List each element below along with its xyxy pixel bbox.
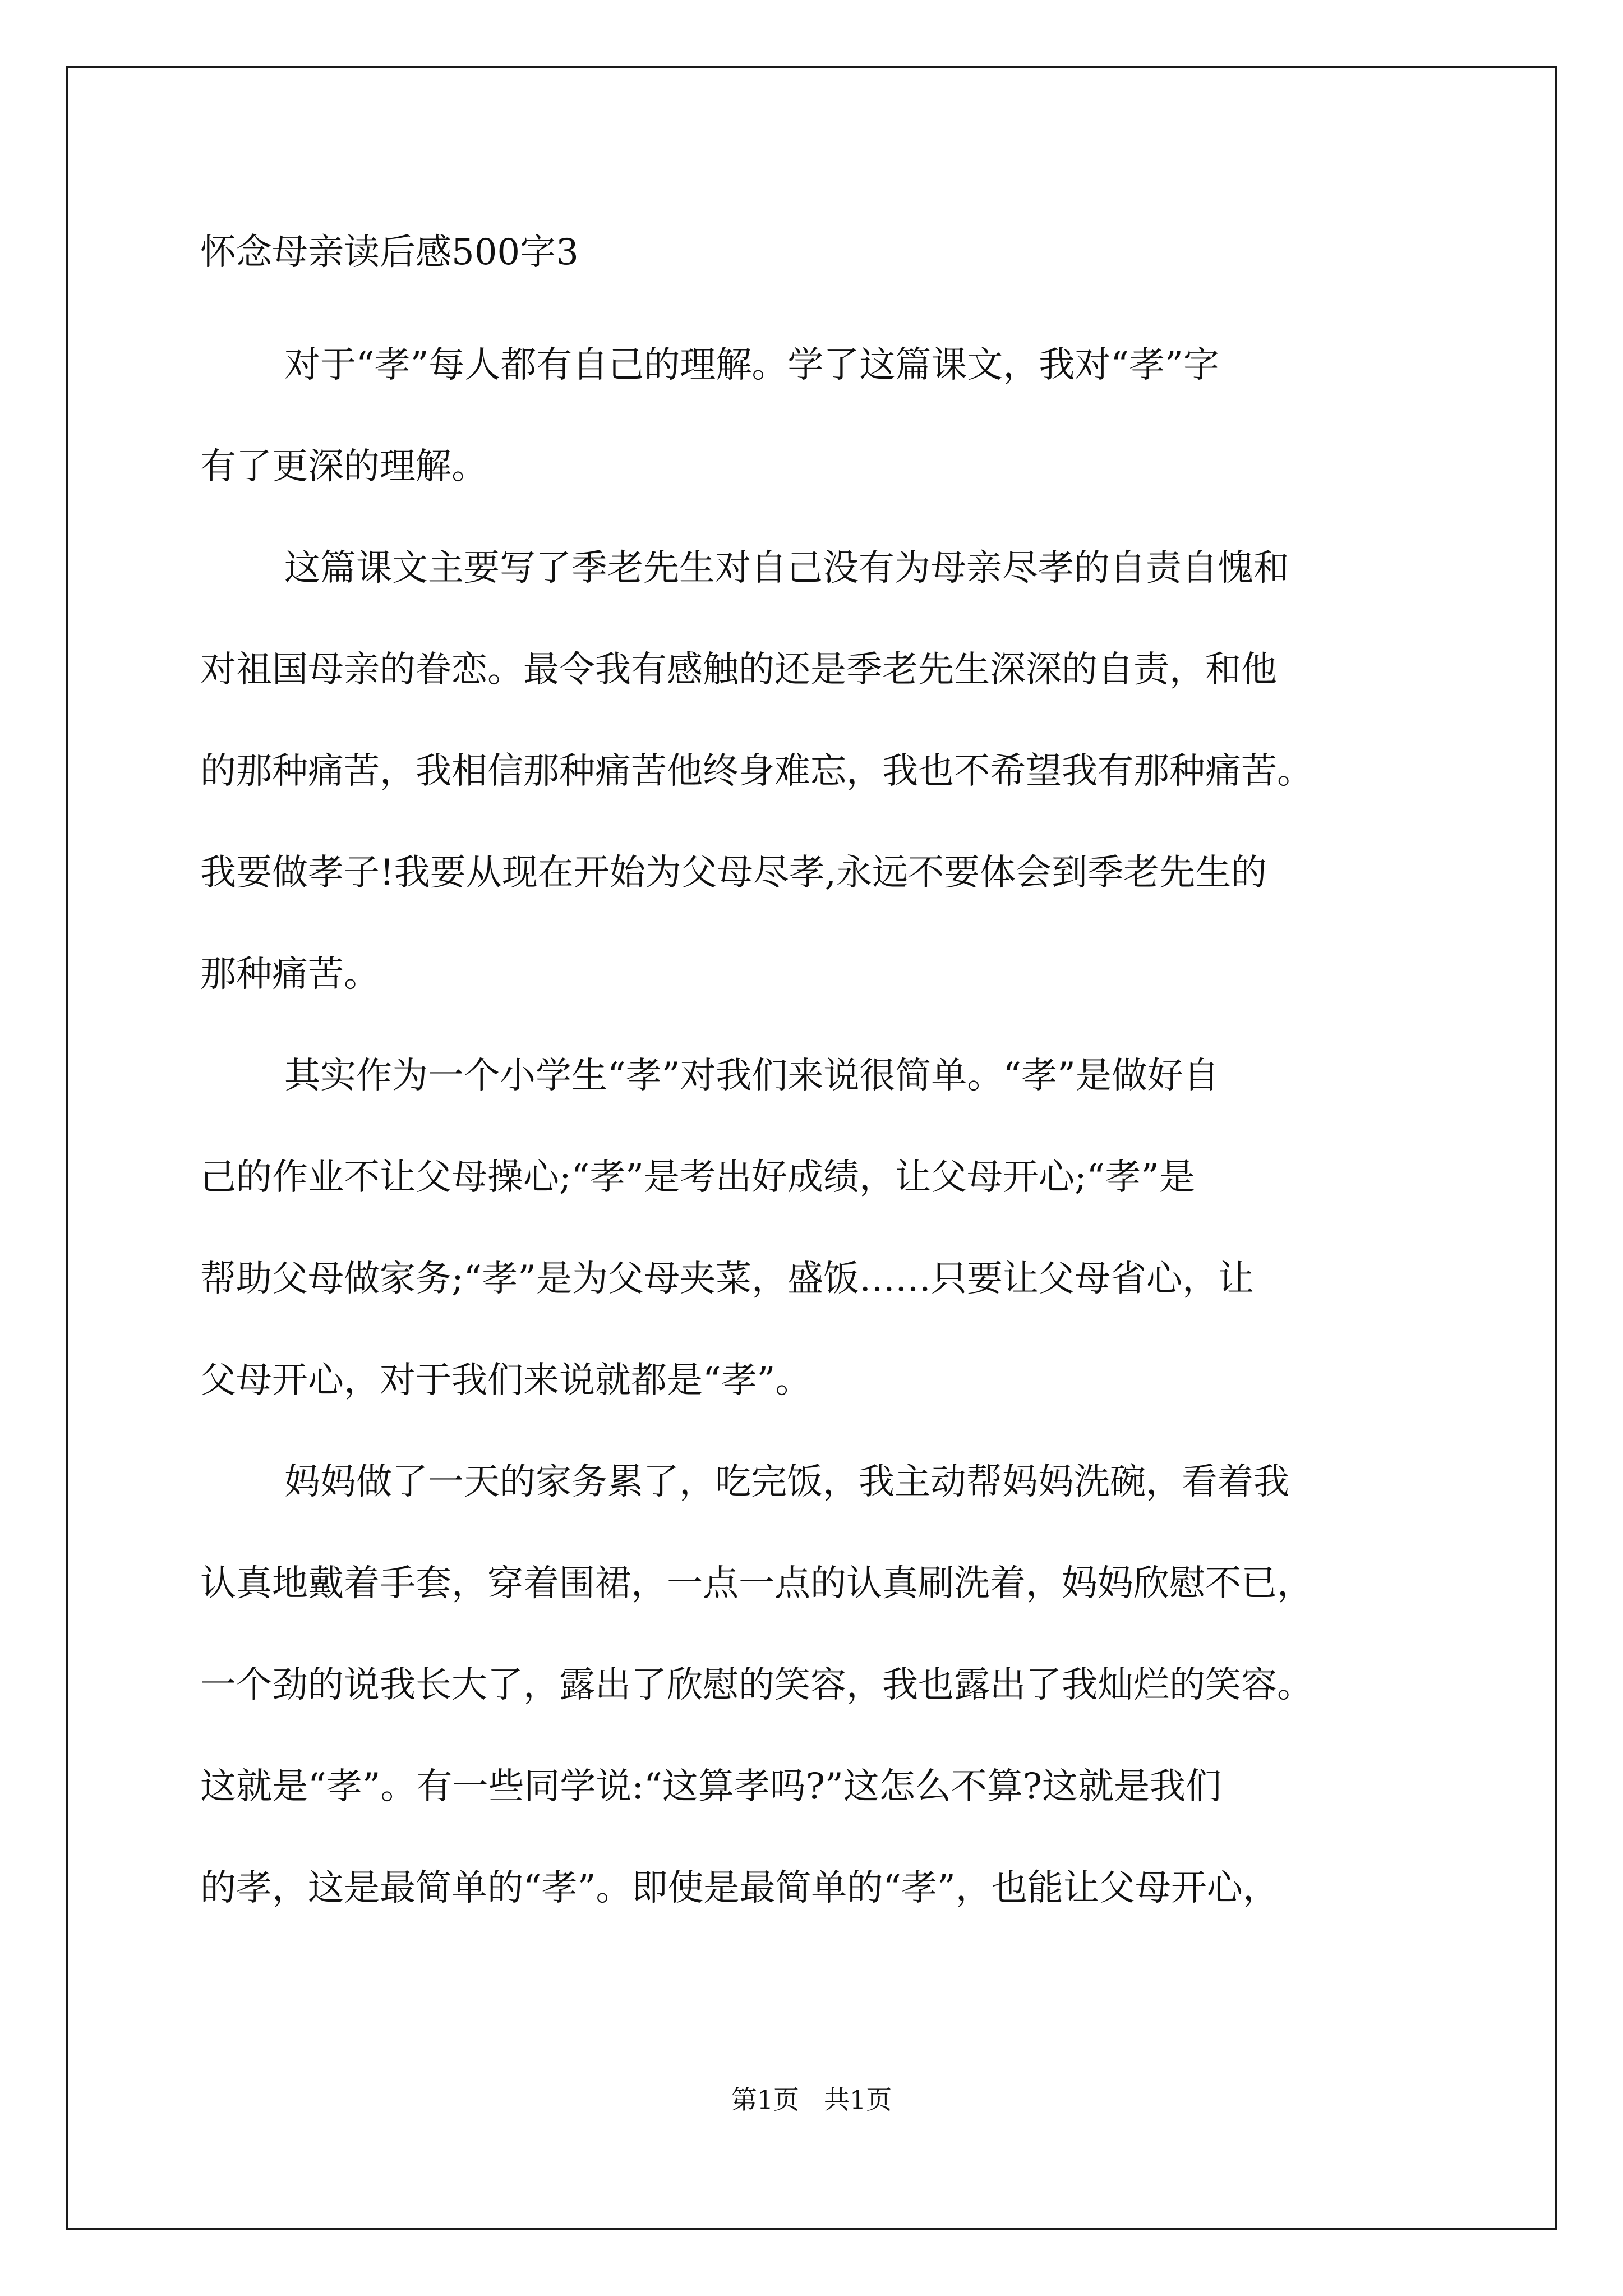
paragraph-line: 这就是“孝”。有一些同学说:“这算孝吗?”这怎么不算?这就是我们 bbox=[200, 1766, 1222, 1807]
page-footer bbox=[0, 2083, 1623, 2116]
paragraph-2 bbox=[200, 518, 1434, 1025]
document-title: 怀念母亲读后感500字3 bbox=[200, 232, 579, 273]
page-total: 共1页 bbox=[824, 2085, 892, 2115]
paragraph-line: 的那种痛苦，我相信那种痛苦他终身难忘，我也不希望我有那种痛苦。 bbox=[200, 751, 1313, 792]
paragraph-line: 其实作为一个小学生“孝”对我们来说很简单。“孝”是做好自 bbox=[284, 1055, 1219, 1097]
paragraph-line: 对于“孝”每人都有自己的理解。学了这篇课文，我对“孝”字 bbox=[284, 344, 1219, 386]
paragraph-line: 己的作业不让父母操心;“孝”是考出好成绩，让父母开心;“孝”是 bbox=[200, 1157, 1195, 1198]
paragraph-line: 这篇课文主要写了季老先生对自己没有为母亲尽孝的自责自愧和 bbox=[284, 547, 1289, 589]
paragraph-1 bbox=[200, 315, 1434, 518]
paragraph-line: 有了更深的理解。 bbox=[200, 446, 487, 487]
paragraph-line: 认真地戴着手套，穿着围裙，一点一点的认真刷洗着，妈妈欣慰不已， bbox=[200, 1563, 1313, 1604]
paragraph-line: 对祖国母亲的眷恋。最令我有感触的还是季老先生深深的自责，和他 bbox=[200, 649, 1277, 691]
paragraph-line: 那种痛苦。 bbox=[200, 954, 380, 995]
paragraph-line: 妈妈做了一天的家务累了，吃完饭，我主动帮妈妈洗碗，看着我 bbox=[284, 1461, 1289, 1503]
paragraph-line: 帮助父母做家务;“孝”是为父母夹菜，盛饭……只要让父母省心，让 bbox=[200, 1258, 1254, 1300]
paragraph-4 bbox=[200, 1432, 1434, 1939]
paragraph-line: 父母开心，对于我们来说就都是“孝”。 bbox=[200, 1360, 811, 1401]
paragraph-line: 的孝，这是最简单的“孝”。即使是最简单的“孝”，也能让父母开心， bbox=[200, 1867, 1279, 1909]
paragraph-3 bbox=[200, 1025, 1434, 1432]
paragraph-line: 我要做孝子!我要从现在开始为父母尽孝,永远不要体会到季老先生的 bbox=[200, 852, 1267, 894]
page-number: 第1页 bbox=[731, 2085, 799, 2115]
paragraph-line: 一个劲的说我长大了，露出了欣慰的笑容，我也露出了我灿烂的笑容。 bbox=[200, 1664, 1313, 1706]
